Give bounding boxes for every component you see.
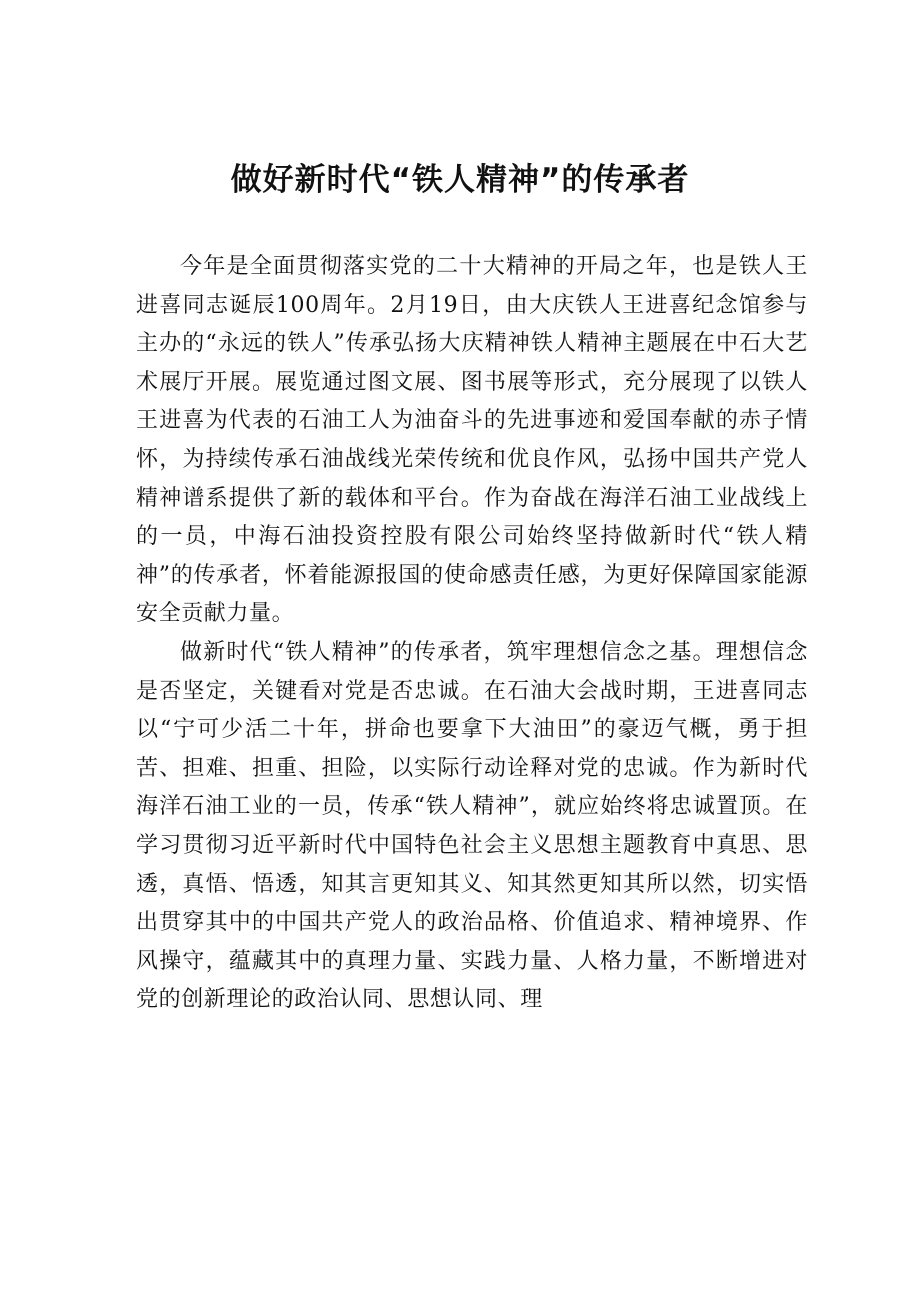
paragraph-1: 今年是全面贯彻落实党的二十大精神的开局之年，也是铁人王进喜同志诞辰100周年。2月19日，由大庆铁人王进喜纪念馆参与主办的“永远的铁人”传承弘扬大庆精神铁人精神主题展在中石大艺术展厅开展。展览通过图文展、图书展等形式，充分展现了以铁人王进喜为代表的石油工人为油奋斗的先进事迹和爱国奉献的赤子情怀，为持续传承石油战线光荣传统和优良作风，弘扬中国共产党人精神谱系提供了新的载体和平台。作为奋战在海洋石油工业战线上的一员，中海石油投资控股有限公司始终坚持做新时代“铁人精神”的传承者，怀着能源报国的使命感责任感，为更好保障国家能源安全贡献力量。 (136, 254, 808, 627)
document-body (136, 248, 808, 1020)
paragraph-2: 做新时代“铁人精神”的传承者，筑牢理想信念之基。理想信念是否坚定，关键看对党是否忠诚。在石油大会战时期，王进喜同志以“宁可少活二十年，拼命也要拿下大油田”的豪迈气概，勇于担苦、担难、担重、担险，以实际行动诠释对党的忠诚。作为新时代海洋石油工业的一员，传承“铁人精神”，就应始终将忠诚置顶。在学习贯彻习近平新时代中国特色社会主义思想主题教育中真思、思透，真悟、悟透，知其言更知其义、知其然更知其所以然，切实悟出贯穿其中的中国共产党人的政治品格、价值追求、精神境界、作风操守，蕴藏其中的真理力量、实践力量、人格力量，不断增进对党的创新理论的政治认同、思想认同、理 (136, 639, 808, 1013)
document-title: 做好新时代“铁人精神”的传承者 (230, 162, 690, 198)
